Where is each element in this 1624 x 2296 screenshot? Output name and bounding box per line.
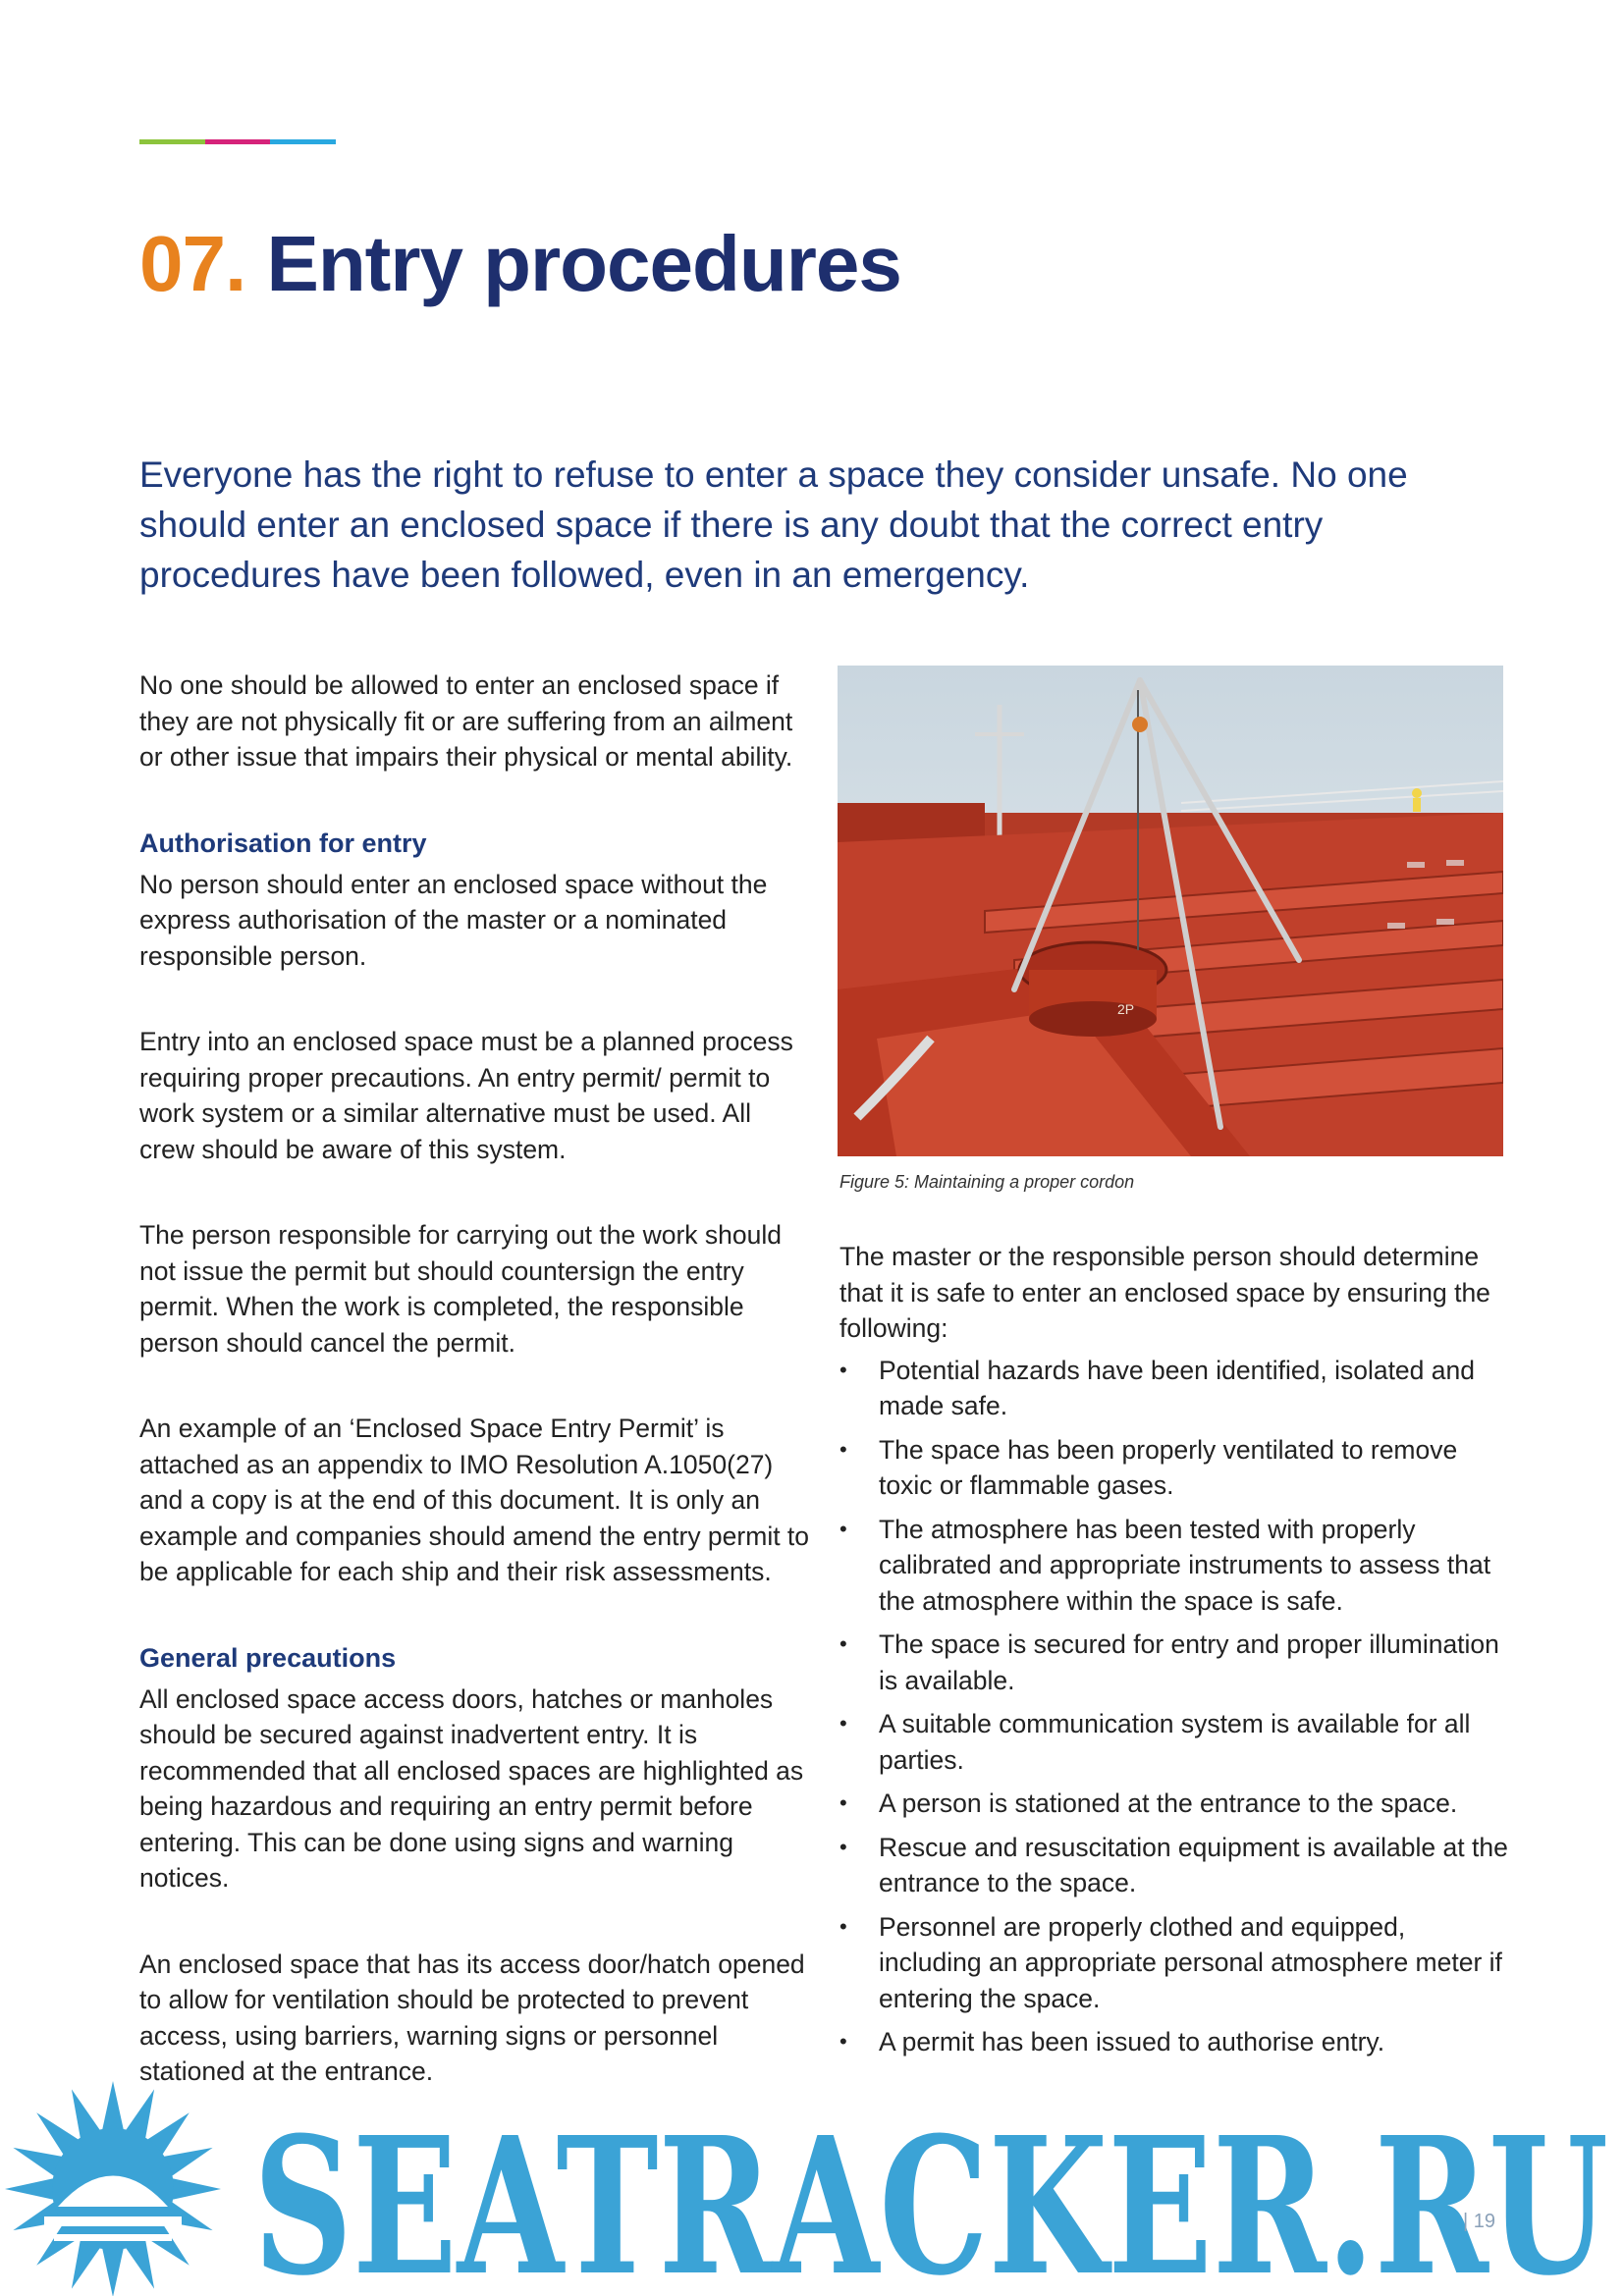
bullet: • (839, 1436, 847, 1462)
sun-icon (5, 2081, 221, 2296)
page-number: | 19 (1463, 2211, 1495, 2232)
precautions-heading: General precautions (139, 1642, 397, 1673)
accent-bar-pink (205, 139, 271, 144)
list-item (839, 1353, 1512, 1424)
list-item (839, 1432, 1512, 1504)
watermark (0, 2066, 1624, 2296)
list-item (839, 2024, 1512, 2060)
figure-photo (838, 666, 1503, 1156)
bullet: • (839, 1631, 847, 1656)
bullet: • (839, 1711, 847, 1735)
accent-bar-blue (270, 139, 336, 144)
ship-deck-illustration (838, 666, 1503, 1156)
hatch-label: 2P (1117, 1001, 1135, 1017)
section-number: 07. (139, 220, 246, 307)
accent-bar-green (139, 139, 205, 144)
lead-paragraph: Everyone has the right to refuse to enter a space they consider unsafe. No one should enter an enclosed space if there is any doubt that the correct entry procedures have been followed, even in an emergency. (139, 454, 1408, 595)
list-item-text: Potential hazards have been identified, isolated and made safe. (879, 1355, 1475, 1420)
right-column (839, 1239, 1512, 2068)
list-item (839, 1786, 1512, 1822)
checklist-intro: The master or the responsible person should determine that it is safe to enter an enclosed space by ensuring the following: (839, 1242, 1490, 1343)
list-item (839, 1706, 1512, 1778)
list-item (839, 1512, 1512, 1620)
watermark-text: SEATRACKER.RU (253, 2097, 1608, 2296)
section-title: Entry procedures (266, 220, 901, 307)
list-item (839, 1627, 1512, 1698)
list-item-text: The space is secured for entry and proper illumination is available. (879, 1629, 1499, 1695)
list-item-text: Personnel are properly clothed and equipped, including an appropriate personal atmosphere meter if entering the space. (879, 1911, 1502, 2013)
list-item-text: The space has been properly ventilated to remove toxic or flammable gases. (879, 1434, 1458, 1500)
authorisation-paragraph-3: The person responsible for carrying out the work should not issue the permit but should countersign the entry permit. When the work is completed, the responsible person should cancel the permit. (139, 1220, 783, 1358)
precautions-paragraph-2: An enclosed space that has its access door/hatch opened to allow for ventilation should be protected to prevent access, using barriers, warning signs or personnel stationed at the entrance. (139, 1949, 805, 2086)
list-item-text: A permit has been issued to authorise entry. (879, 2027, 1385, 2056)
accent-bar (139, 139, 336, 144)
checklist (839, 1353, 1512, 2060)
figure-caption: Figure 5: Maintaining a proper cordon (839, 1172, 1135, 1192)
list-item-text: The atmosphere has been tested with properly calibrated and appropriate instruments to assess that the atmosphere within the space is safe. (879, 1514, 1491, 1616)
bullet: • (839, 1913, 847, 1939)
bullet: • (839, 1834, 847, 1859)
authorisation-heading: Authorisation for entry (139, 828, 427, 858)
intro-paragraph: No one should be allowed to enter an enclosed space if they are not physically fit or are suffering from an ailment or other issue that impairs their physical or mental ability. (139, 670, 793, 772)
precautions-paragraph-1: All enclosed space access doors, hatches or manholes should be secured against inadvertent entry. It is recommended that all enclosed spaces are highlighted as being hazardous and requiring an entry permit before entering. This can be done using signs and warning notices. (139, 1683, 804, 1893)
left-column (139, 667, 812, 2140)
list-item-text: A suitable communication system is available for all parties. (879, 1709, 1471, 1775)
bullet: • (839, 1516, 847, 1541)
bullet: • (839, 1790, 847, 1815)
list-item-text: Rescue and resuscitation equipment is available at the entrance to the space. (879, 1832, 1508, 1897)
list-item (839, 1909, 1512, 2017)
bullet: • (839, 2029, 847, 2054)
authorisation-paragraph-1: No person should enter an enclosed space without the express authorisation of the master or a nominated responsible person. (139, 869, 768, 971)
list-item (839, 1830, 1512, 1901)
page-title (139, 221, 901, 307)
authorisation-paragraph-2: Entry into an enclosed space must be a planned process requiring proper precautions. An entry permit/ permit to work system or a similar alternative must be used. All crew should be aware of this system. (139, 1027, 793, 1164)
bullet: • (839, 1357, 847, 1382)
list-item-text: A person is stationed at the entrance to the space. (879, 1789, 1458, 1818)
authorisation-paragraph-4: An example of an ‘Enclosed Space Entry Permit’ is attached as an appendix to IMO Resolution A.1050(27) and a copy is at the end of this document. It is only an example and companies should amend the entry permit to be applicable for each ship and their risk assessments. (139, 1414, 810, 1586)
